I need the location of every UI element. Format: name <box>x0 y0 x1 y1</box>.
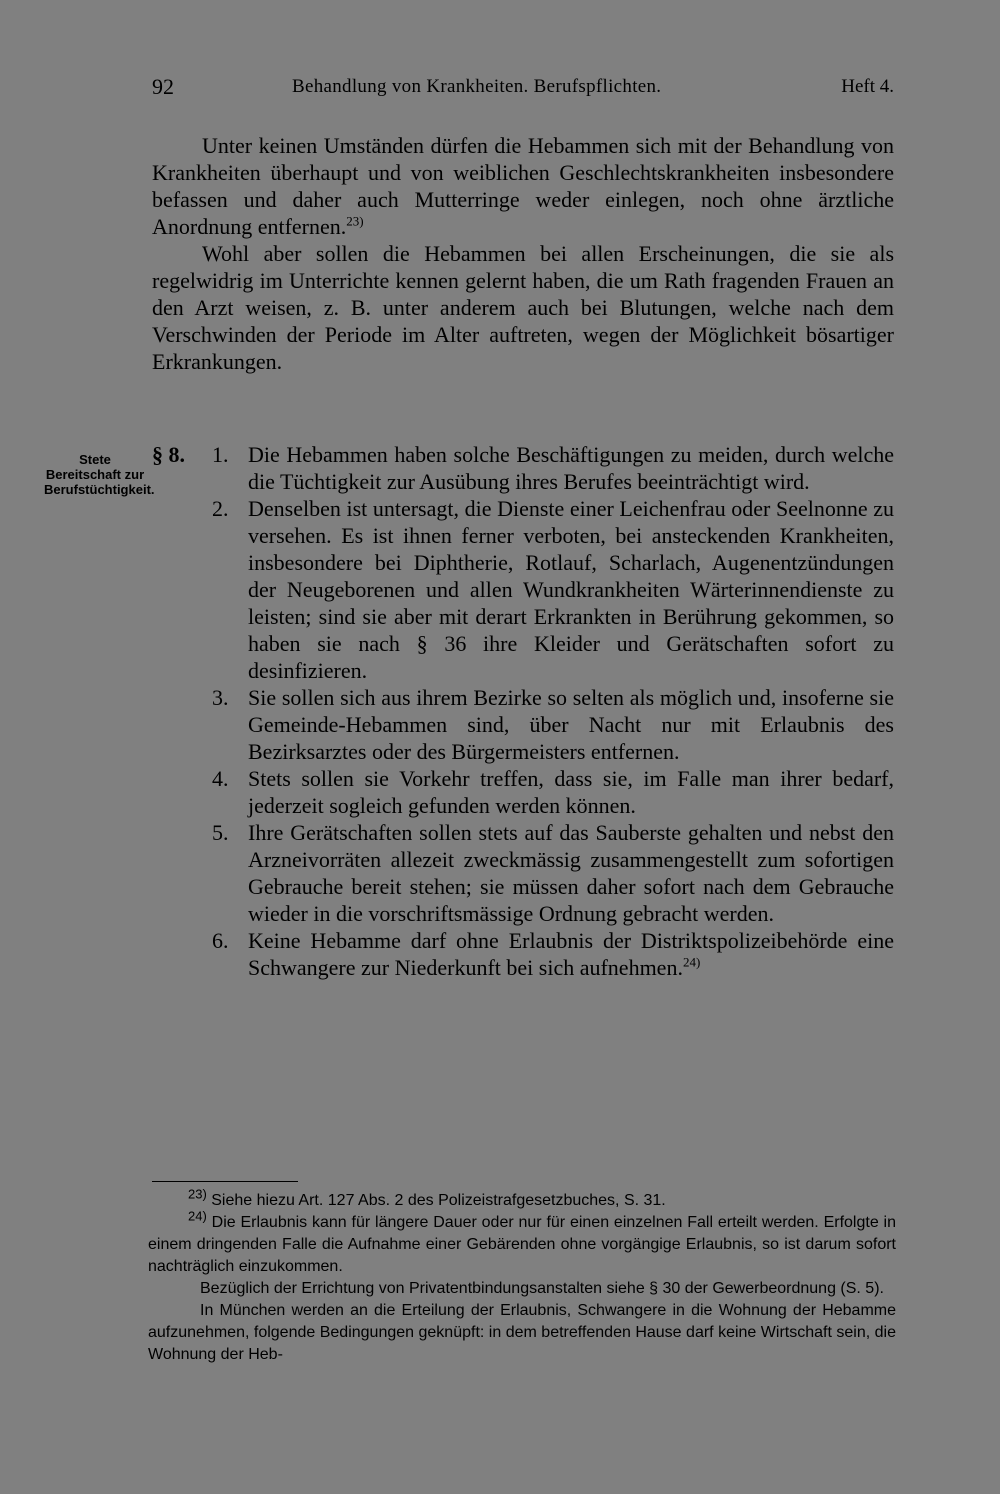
item-number: 1. <box>212 442 229 467</box>
list-item <box>212 495 894 684</box>
list-item <box>212 684 894 765</box>
footnote-divider <box>152 1181 298 1182</box>
item-number: 3. <box>212 685 229 710</box>
footnote-ref-24: 24) <box>682 954 701 970</box>
issue-label: Heft 4. <box>841 76 894 97</box>
footnote-ref-23: 23) <box>346 213 364 229</box>
item-text: Sie sollen sich aus ihrem Bezirke so selten als möglich und, insoferne sie Gemeinde-Hebammen sind, über Nacht nur mit Erlaubnis des Bezirksarztes oder des Bürgermeisters entfernen. <box>248 685 894 764</box>
item-text: Stets sollen sie Vorkehr treffen, dass sie, im Falle man ihrer bedarf, jederzeit sogleich gefunden werden können. <box>248 766 894 818</box>
item-number: 6. <box>212 928 229 953</box>
item-number: 2. <box>212 496 229 521</box>
item-text: Ihre Gerätschaften sollen stets auf das Sauberste gehalten und nebst den Arzneivorräten allezeit zweckmässig zusammengestellt zum sofortigen Gebrauche bereit stehen; sie müssen daher sofort nach dem Gebrauche wieder in die vorschriftsmässige Ordnung gebracht werden. <box>248 820 894 926</box>
running-title: Behandlung von Krankheiten. Berufspflichten. <box>292 76 662 97</box>
page-header <box>152 74 894 104</box>
margin-note: Stete Bereitschaft zur Berufstüchtigkeit. <box>44 452 155 497</box>
footnotes <box>148 1186 896 1366</box>
section-mark: § 8. <box>152 442 185 467</box>
list-item <box>212 441 894 495</box>
footnote-mark: 23) <box>188 1186 207 1202</box>
footnote-24: $^{24)}$ Die Erlaubnis kann für längere Dauer oder nur für einen einzelnen Fall erteilt werden. Erfolgte in einem dringenden Falle die Aufnahme einer Gebärenden ohne vorgängige Erlaubnis, so ist darum sofort nachträglich einzukommen. <box>148 1208 896 1275</box>
intro-paragraph-2: Wohl aber sollen die Hebammen bei allen Erscheinungen, die sie als regelwidrig im Unterrichte kennen gelernt haben, die um Rath fragenden Frauen an den Arzt weisen, z. B. unter anderem auch bei Blutungen, welche nach dem Verschwinden der Periode im Alter auftreten, wegen der Möglichkeit bösartiger Erkrankungen. <box>152 241 894 374</box>
list-item <box>212 765 894 819</box>
item-text: Denselben ist untersagt, die Dienste einer Leichenfrau oder Seelnonne zu versehen. Es ist ihnen ferner verboten, bei ansteckenden Krankheiten, insbesondere bei Diphtherie, Rotlauf, Scharlach, Augenentzündungen der Neugeborenen und allen Wundkrankheiten Wärterinnendienste zu leisten; sind sie aber mit derart Erkrankten in Berührung gekommen, so haben sie nach § 36 ihre Kleider und Gerätschaften sofort zu desinfizieren. <box>248 496 894 683</box>
intro-text <box>152 132 894 375</box>
footnote-mark: 24) <box>188 1208 207 1224</box>
section-8 <box>152 441 894 981</box>
footnote-24-paragraph-2: Bezüglich der Errichtung von Privatentbindungsanstalten siehe § 30 der Gewerbeordnung (S. 5). <box>200 1280 884 1297</box>
item-number: 5. <box>212 820 229 845</box>
page-number: 92 <box>152 74 174 99</box>
item-text: Keine Hebamme darf ohne Erlaubnis der Distriktspolizeibehörde eine Schwangere zur Niederkunft bei sich aufnehmen. <box>248 928 894 980</box>
footnote-23: $^{23)}$ Siehe hiezu Art. 127 Abs. 2 des Polizeistrafgesetzbuches, S. 31. <box>188 1186 666 1209</box>
item-number: 4. <box>212 766 229 791</box>
list-item <box>212 819 894 927</box>
item-text: Die Hebammen haben solche Beschäftigungen zu meiden, durch welche die Tüchtigkeit zur Ausübung ihres Berufes beeinträchtigt wird. <box>248 442 894 494</box>
intro-paragraph-1: Unter keinen Umständen dürfen die Hebammen sich mit der Behandlung von Krankheiten überhaupt und von weiblichen Geschlechtskrankheiten insbesondere befassen und daher auch Mutterringe weder einlegen, noch ohne ärztliche Anordnung entfernen.$^{23)}$ <box>152 133 894 239</box>
footnote-24-paragraph-3: In München werden an die Erteilung der Erlaubnis, Schwangere in die Wohnung der Hebamme aufzunehmen, folgende Bedingungen geknüpft: in dem betreffenden Hause darf keine Wirtschaft sein, die Wohnung der Heb- <box>148 1302 896 1363</box>
list-item <box>212 927 894 981</box>
